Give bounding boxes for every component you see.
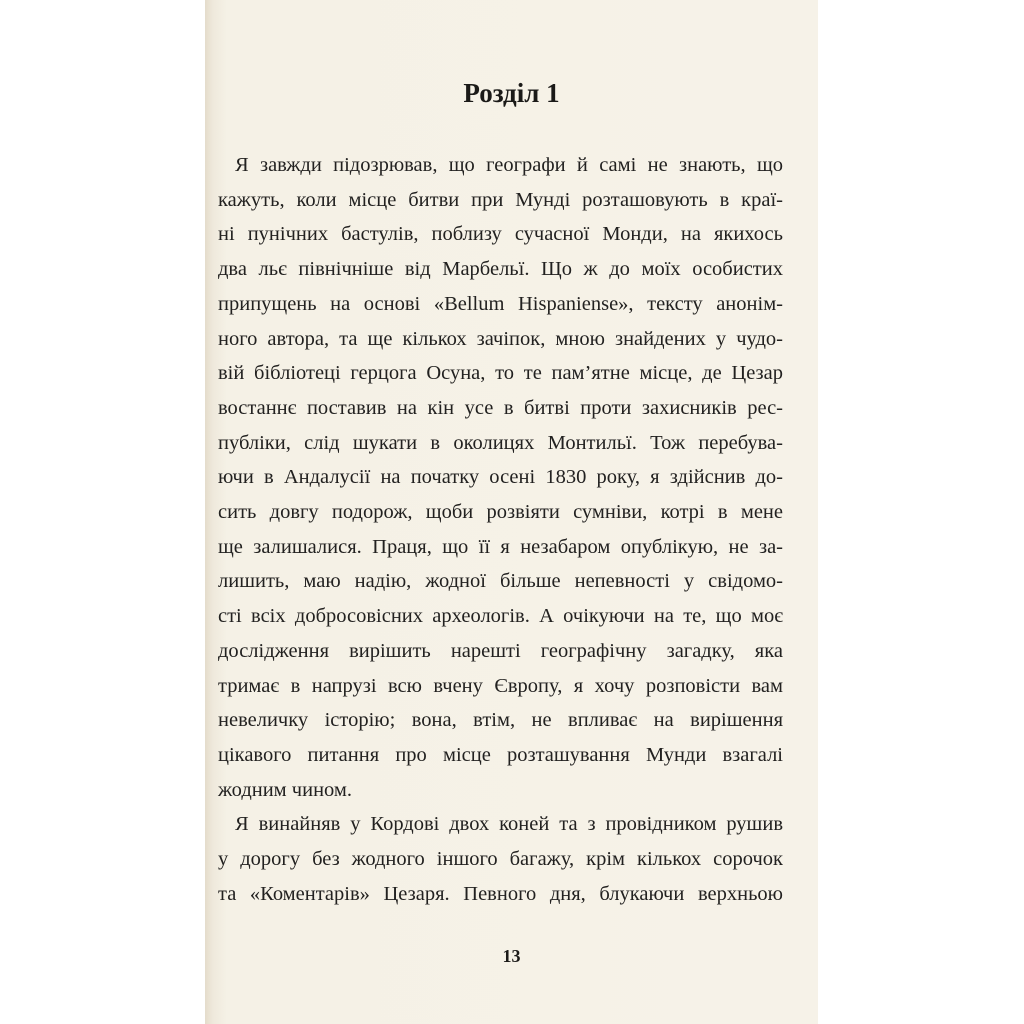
text-line: Я винайняв у Кордові двох коней та з провідником рушив (235, 813, 783, 836)
text-line: ного автора, та ще кількох зачіпок, мною знайдених у чудо- (218, 327, 783, 350)
text-line: ючи в Андалусії на початку осені 1830 року, я здійснив до- (218, 466, 783, 489)
text-line: ще залишалися. Праця, що її я незабаром опублікую, не за- (218, 535, 783, 558)
page-number: 13 (502, 946, 521, 966)
text-line: у дорогу без жодного іншого багажу, крім кількох сорочок (218, 848, 783, 870)
text-line: цікавого питання про місце розташування Мунди взагалі (218, 743, 783, 766)
text-line: кажуть, коли місце битви при Мунді розташовують в краї- (218, 188, 783, 211)
text-line: невеличку історію; вона, втім, не впливає на вирішення (218, 709, 783, 732)
text-line: Я завжди підозрював, що географи й самі не знають, що (235, 154, 783, 176)
text-line: сить довгу подорож, щоби розвіяти сумніви, котрі в мене (218, 501, 783, 523)
text-line: публіки, слід шукати в околицях Монтильї. Тож перебува- (218, 431, 783, 454)
text-line: ні пунічних бастулів, поблизу сучасної Монди, на якихось (218, 223, 783, 246)
text-line: та «Коментарів» Цезаря. Певного дня, блукаючи верхньою (218, 882, 783, 905)
chapter-title: Розділ 1 (463, 78, 560, 108)
book-page (205, 0, 818, 1024)
text-line: востаннє поставив на кін усе в битві проти захисників рес- (218, 396, 783, 419)
text-line: два льє північніше від Марбельї. Що ж до моїх особистих (218, 258, 783, 281)
text-line: жодним чином. (218, 778, 352, 801)
text-line: сті всіх добросовісних археологів. А очікуючи на те, що моє (218, 605, 783, 628)
text-line: дослідження вирішить нарешті географічну загадку, яка (218, 639, 783, 662)
text-line: припущень на основі «Bellum Hispaniense», тексту анонім- (218, 292, 783, 315)
text-line: лишить, маю надію, жодної більше непевності у свідомо- (218, 570, 783, 593)
text-line: тримає в напрузі всю вчену Європу, я хочу розповісти вам (218, 674, 783, 697)
text-line: вій бібліотеці герцога Осуна, то те пам’ятне місце, де Цезар (218, 362, 783, 385)
